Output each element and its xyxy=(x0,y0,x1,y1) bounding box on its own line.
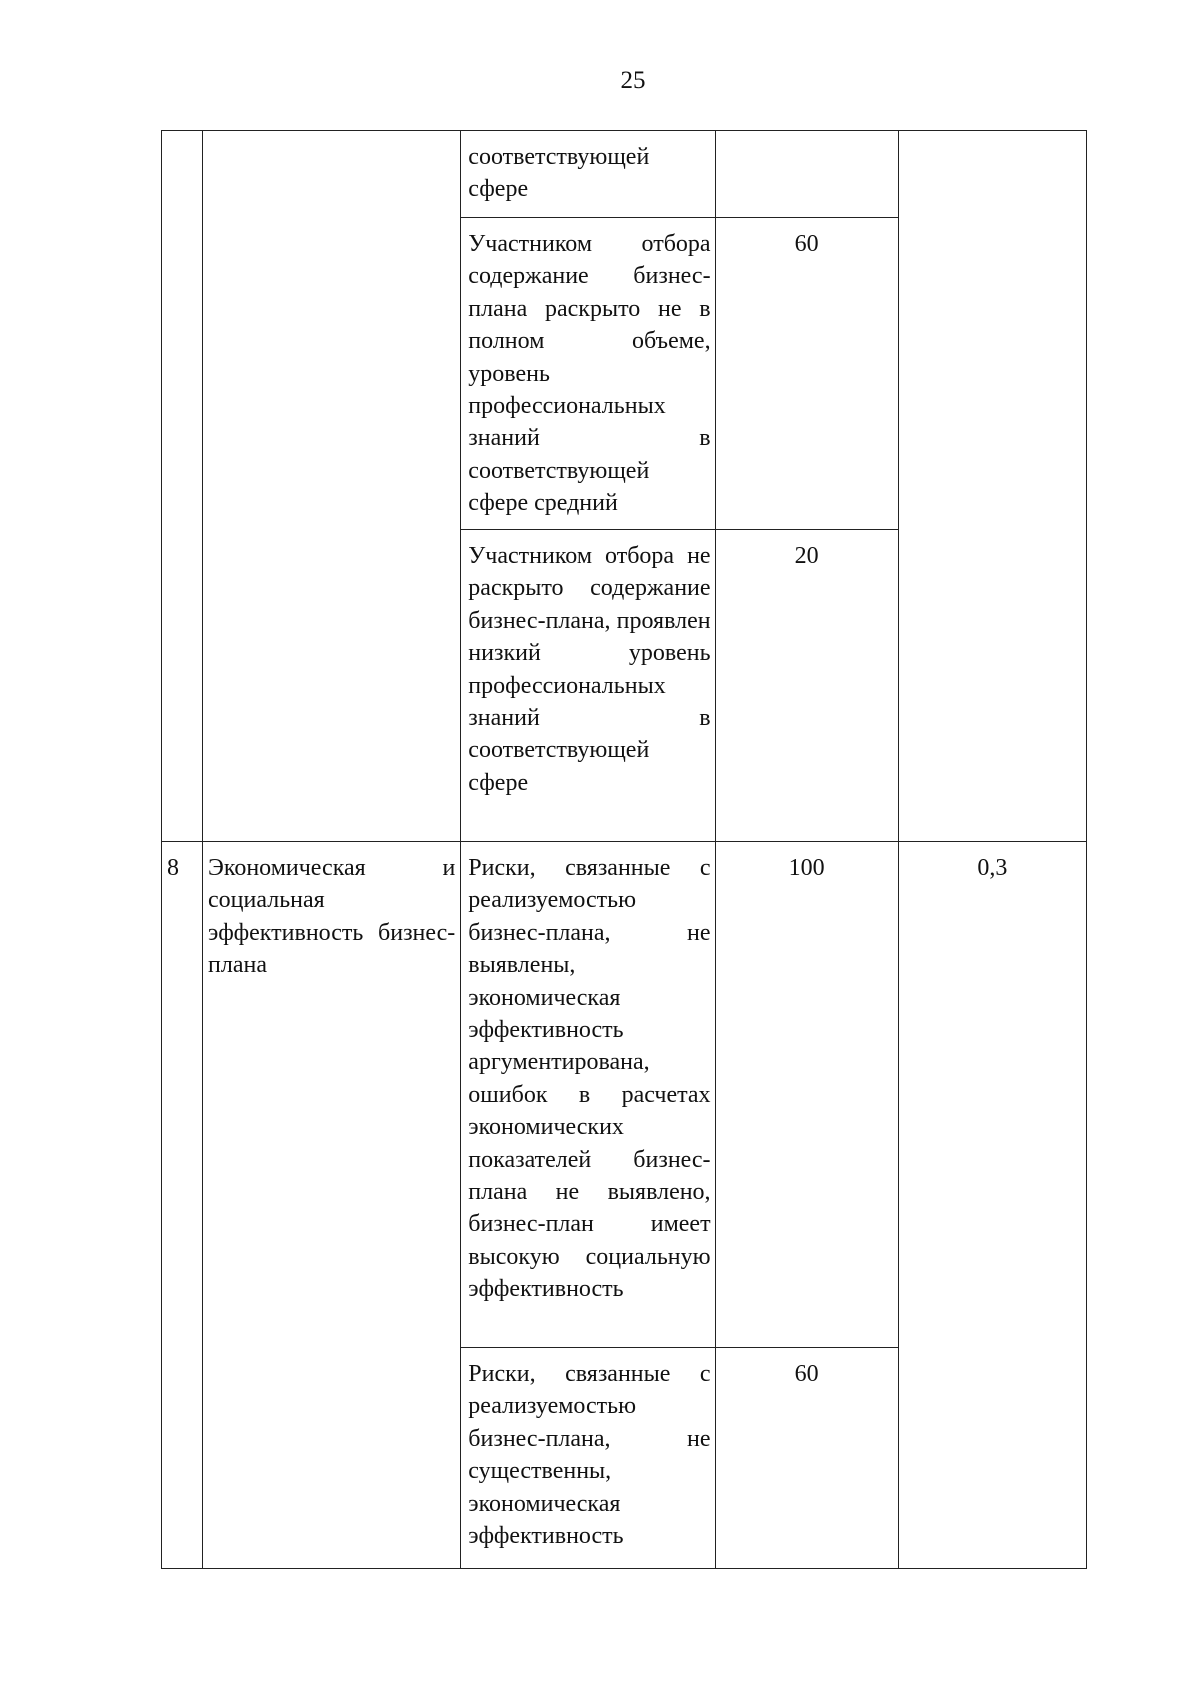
criterion-name: Экономическая и социальная эффективность бизнес-плана xyxy=(208,855,456,979)
description-text: Участником отбора содержание бизнес-плана раскрыто не в полном объеме, уровень профессиональных знаний в соответствующей сфере средний xyxy=(468,231,711,517)
score-cell xyxy=(715,218,898,530)
score-value: 20 xyxy=(794,543,819,569)
description-cell xyxy=(461,131,715,218)
page-number: 25 xyxy=(620,67,646,94)
score-cell xyxy=(715,131,898,218)
description-text: соответствующей сфере xyxy=(468,144,650,203)
description-cell xyxy=(461,1348,715,1569)
score-cell xyxy=(715,1348,898,1569)
score-cell xyxy=(715,530,898,842)
description-cell xyxy=(461,218,715,530)
description-text: Риски, связанные с реализуемостью бизнес-плана, не выявлены, экономическая эффективность аргументирована, ошибок в расчетах экономических показателей бизнес-плана не выявлено, бизнес-план имеет высокую социальную эффективность xyxy=(468,855,711,1303)
table-row xyxy=(162,131,1087,218)
table-row xyxy=(162,842,1087,1348)
criterion-number-cell xyxy=(162,842,203,1569)
score-cell xyxy=(715,842,898,1348)
description-cell xyxy=(461,842,715,1348)
description-cell xyxy=(461,530,715,842)
weight-value: 0,3 xyxy=(977,855,1008,881)
weight-cell xyxy=(898,131,1086,842)
score-value: 60 xyxy=(794,231,819,257)
description-text: Участником отбора не раскрыто содержание бизнес-плана, проявлен низкий уровень профессиональных знаний в соответствующей сфере xyxy=(468,543,711,796)
criterion-number: 8 xyxy=(167,855,179,881)
score-value: 100 xyxy=(788,855,825,881)
criteria-table xyxy=(161,130,1087,1569)
score-value: 60 xyxy=(794,1361,819,1387)
weight-cell xyxy=(898,842,1086,1569)
criterion-name-cell xyxy=(203,842,461,1569)
criterion-number-cell xyxy=(162,131,203,842)
description-text: Риски, связанные с реализуемостью бизнес-плана, не существенны, экономическая эффективность xyxy=(468,1361,711,1550)
criterion-name-cell xyxy=(203,131,461,842)
